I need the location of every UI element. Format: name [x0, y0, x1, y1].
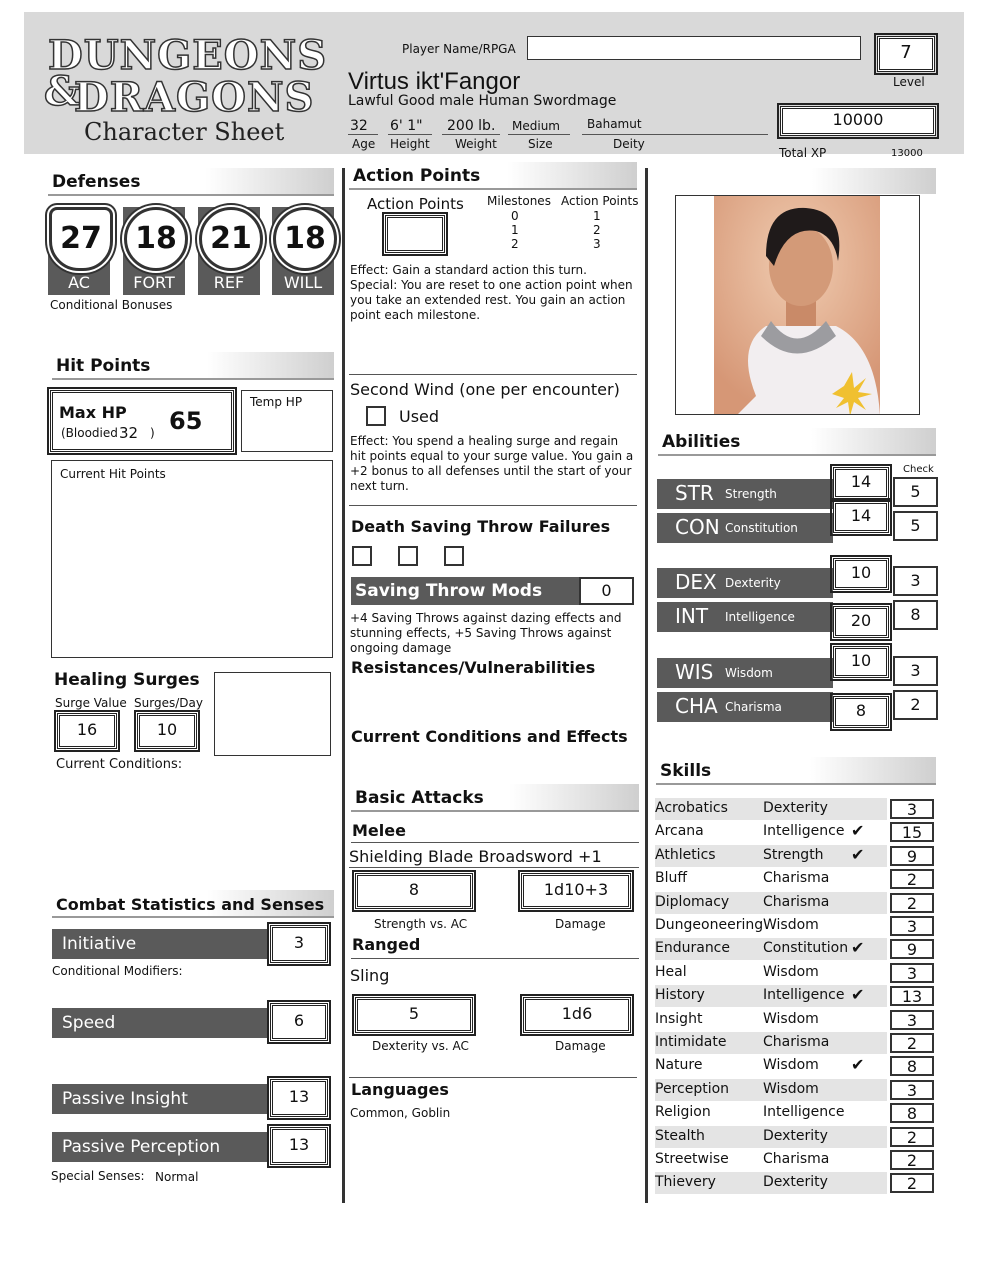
- height-value: 6' 1": [390, 118, 423, 134]
- milestone-value: 1: [511, 223, 519, 237]
- ability-score: 10: [850, 651, 872, 670]
- skill-value[interactable]: 8: [890, 1056, 934, 1076]
- current-conditions-title: Current Conditions and Effects: [351, 727, 628, 746]
- skill-row-dungeoneering: [655, 915, 887, 937]
- ability-check-box[interactable]: [893, 600, 938, 630]
- skill-name: Bluff: [655, 870, 688, 887]
- defenses-header: [48, 168, 334, 196]
- skill-value[interactable]: 9: [890, 846, 934, 866]
- skill-name: Thievery: [655, 1174, 716, 1191]
- weight-label: Weight: [455, 137, 497, 151]
- skill-ability: Constitution: [763, 940, 849, 957]
- skill-name: Heal: [655, 963, 687, 980]
- initiative-value: 3: [293, 933, 305, 952]
- action-points-title: Action Points: [353, 166, 481, 186]
- age-label: Age: [352, 137, 376, 151]
- skill-value[interactable]: 2: [890, 893, 934, 913]
- resistances-title: Resistances/Vulnerabilities: [351, 658, 596, 677]
- bloodied-close: ): [150, 426, 155, 440]
- ability-check-box[interactable]: [893, 477, 938, 507]
- combat-stats-header: [52, 890, 334, 918]
- passive-insight-label: Passive Insight: [62, 1089, 188, 1109]
- hit-points-title: Hit Points: [56, 356, 151, 376]
- skill-ability: Charisma: [763, 870, 830, 887]
- xp-box[interactable]: [780, 106, 936, 136]
- player-name-field[interactable]: [527, 36, 861, 60]
- second-wind-effect: Effect: You spend a healing surge and regain hit points equal to your surge value. You gain a +2 bonus to all defenses until the start of your next turn.: [350, 434, 634, 493]
- skill-row-arcana: [655, 821, 887, 843]
- melee-damage-value: 1d10+3: [543, 880, 609, 899]
- surge-value-label: Surge Value: [55, 696, 127, 710]
- special-senses-value: Normal: [155, 1170, 199, 1184]
- skill-row-bluff: [655, 868, 887, 890]
- defense-label: AC: [68, 273, 90, 292]
- ranged-attack-label: Dexterity vs. AC: [372, 1039, 469, 1053]
- deity-value: Bahamut: [587, 117, 642, 131]
- skill-ability: Intelligence: [763, 987, 845, 1004]
- skill-row-endurance: [655, 938, 887, 960]
- trained-check-icon[interactable]: ✔: [851, 821, 865, 841]
- weight-value: 200 lb.: [447, 118, 496, 134]
- skill-ability: Wisdom: [763, 917, 819, 933]
- ability-score-box[interactable]: [833, 558, 889, 590]
- ranged-weapon: Sling: [350, 966, 390, 985]
- deity-label: Deity: [613, 137, 645, 151]
- ability-con: [657, 513, 833, 543]
- defense-value[interactable]: 18: [124, 207, 188, 271]
- skill-ability: Wisdom: [763, 1057, 819, 1074]
- skill-name: History: [655, 987, 705, 1004]
- speed-bar: [52, 1008, 268, 1038]
- passive-insight-bar: [52, 1084, 268, 1114]
- saving-throw-note: +4 Saving Throws against dazing effects and stunning effects, +5 Saving Throws against ongoing damage: [350, 611, 622, 655]
- ability-abbr: WIS: [675, 660, 714, 684]
- dnd-logo: [44, 30, 328, 150]
- defenses-title: Defenses: [52, 172, 141, 192]
- skill-row-intimidate: [655, 1032, 887, 1054]
- healing-surges-title: Healing Surges: [54, 670, 200, 690]
- milestones-label: Milestones: [487, 194, 551, 208]
- current-hp-box[interactable]: [51, 460, 333, 658]
- surges-day-label: Surges/Day: [134, 696, 203, 710]
- trained-check-icon[interactable]: ✔: [851, 938, 865, 958]
- ability-check-box[interactable]: [893, 566, 938, 596]
- languages-list: Common, Goblin: [350, 1106, 451, 1120]
- abilities-header: [658, 428, 936, 456]
- size-value: Medium: [512, 119, 560, 133]
- ability-score-box[interactable]: [833, 646, 889, 678]
- melee-title: Melee: [352, 821, 406, 840]
- skill-ability: Wisdom: [763, 963, 819, 980]
- skill-value[interactable]: 3: [890, 799, 934, 819]
- character-portrait: [675, 195, 920, 415]
- skill-name: Streetwise: [655, 1151, 729, 1167]
- defense-label: FORT: [133, 273, 175, 292]
- character-description: Lawful Good male Human Swordmage: [348, 93, 617, 109]
- check-label: Check: [903, 464, 934, 475]
- milestone-value: 2: [511, 237, 519, 251]
- skill-name: Endurance: [655, 940, 730, 957]
- surges-used-box[interactable]: [214, 672, 331, 756]
- skill-name: Nature: [655, 1057, 703, 1074]
- action-points-box-label: Action Points: [367, 195, 464, 213]
- bloodied-label: (Bloodied: [61, 426, 118, 440]
- skill-value[interactable]: 2: [890, 1033, 934, 1053]
- ap-value: 2: [593, 223, 601, 237]
- max-hp-value: 65: [169, 407, 203, 435]
- ap-column-label: Action Points: [561, 194, 639, 208]
- ability-cha: [657, 692, 833, 722]
- basic-attacks-title: Basic Attacks: [355, 788, 484, 808]
- defense-value[interactable]: 27: [49, 207, 113, 271]
- defense-value[interactable]: 21: [199, 207, 263, 271]
- defense-will: [272, 207, 334, 295]
- initiative-bar: [52, 929, 268, 959]
- ability-int: [657, 602, 833, 632]
- skill-row-religion: [655, 1102, 887, 1124]
- second-wind-used-label: Used: [399, 407, 440, 426]
- ability-score: 14: [850, 472, 872, 491]
- skill-name: Arcana: [655, 823, 704, 840]
- skill-name: Perception: [655, 1080, 730, 1097]
- ap-value: 3: [593, 237, 601, 251]
- ability-check: 5: [910, 482, 921, 501]
- ability-abbr: DEX: [675, 570, 717, 594]
- column-divider-right: [645, 168, 648, 1203]
- ability-name: Dexterity: [725, 576, 781, 590]
- ability-check-box[interactable]: [893, 656, 938, 686]
- skill-ability: Wisdom: [763, 1080, 819, 1097]
- size-label: Size: [528, 137, 553, 151]
- conditional-modifiers-label: Conditional Modifiers:: [52, 964, 183, 978]
- ability-check-box[interactable]: [893, 511, 938, 541]
- portrait-header: [660, 168, 936, 194]
- surge-value-box[interactable]: [57, 713, 117, 749]
- height-label: Height: [390, 137, 430, 151]
- level-value: 7: [900, 42, 912, 63]
- skill-name: Religion: [655, 1104, 711, 1121]
- skill-ability: Strength: [763, 846, 824, 863]
- skill-value[interactable]: 2: [890, 1150, 934, 1170]
- second-wind-used-checkbox[interactable]: [366, 406, 386, 426]
- hit-points-header: [52, 352, 334, 380]
- ability-name: Charisma: [725, 700, 782, 714]
- milestone-value: 0: [511, 209, 519, 223]
- skills-title: Skills: [660, 761, 712, 781]
- skill-row-perception: [655, 1079, 887, 1101]
- death-save-checkbox[interactable]: [398, 546, 418, 566]
- speed-value: 6: [293, 1011, 305, 1030]
- initiative-box[interactable]: [270, 925, 328, 963]
- portrait-illustration: [676, 196, 920, 415]
- skill-ability: Intelligence: [763, 823, 845, 840]
- skill-row-stealth: [655, 1126, 887, 1148]
- ability-abbr: STR: [675, 481, 714, 505]
- skill-value[interactable]: 2: [890, 1127, 934, 1147]
- skill-row-heal: [655, 962, 887, 984]
- skills-header: [656, 757, 936, 785]
- player-label: Player Name/RPGA: [402, 42, 516, 56]
- age-value: 32: [350, 118, 368, 134]
- logo-line1: DUNGEONS: [48, 32, 328, 79]
- ability-name: Strength: [725, 487, 777, 501]
- ability-check: 3: [910, 571, 921, 590]
- skill-value[interactable]: 9: [890, 939, 934, 959]
- ability-abbr: CON: [675, 515, 720, 539]
- ranged-attack-box[interactable]: [355, 997, 473, 1033]
- ability-check: 8: [910, 605, 921, 624]
- bloodied-value: 32: [119, 424, 139, 442]
- ability-score: 14: [850, 506, 872, 525]
- skill-ability: Intelligence: [763, 1104, 845, 1121]
- basic-attacks-header: [351, 784, 639, 812]
- ability-check: 5: [910, 516, 921, 535]
- ranged-damage-label: Damage: [555, 1039, 606, 1053]
- skill-value[interactable]: 13: [890, 986, 934, 1006]
- column-divider-left: [342, 168, 345, 1203]
- skill-row-streetwise: [655, 1149, 887, 1171]
- ability-check: 3: [910, 661, 921, 680]
- skill-row-acrobatics: [655, 798, 887, 820]
- conditional-bonuses-label: Conditional Bonuses: [50, 298, 173, 312]
- skill-name: Intimidate: [655, 1034, 727, 1050]
- defense-label: WILL: [283, 273, 323, 292]
- skill-row-insight: [655, 1009, 887, 1031]
- skill-value[interactable]: 3: [890, 963, 934, 983]
- surge-value: 16: [76, 720, 98, 739]
- level-box[interactable]: [877, 36, 935, 72]
- defense-ac: [48, 207, 110, 295]
- skill-value[interactable]: 2: [890, 869, 934, 889]
- skill-row-thievery: [655, 1172, 887, 1194]
- surges-day-value: 10: [156, 720, 178, 739]
- skill-ability: Charisma: [763, 1151, 830, 1167]
- melee-attack-value: 8: [408, 880, 420, 899]
- skill-value[interactable]: 3: [890, 916, 934, 936]
- xp-value: 10000: [832, 110, 884, 129]
- skill-value[interactable]: 8: [890, 1103, 934, 1123]
- ability-dex: [657, 568, 833, 598]
- action-points-effect: Effect: Gain a standard action this turn.: [350, 263, 587, 277]
- speed-box[interactable]: [270, 1003, 328, 1041]
- defense-label: REF: [213, 273, 245, 292]
- defense-value[interactable]: 18: [273, 207, 337, 271]
- passive-perception-value: 13: [288, 1135, 310, 1154]
- saving-throw-mods-label: Saving Throw Mods: [355, 581, 543, 601]
- character-name: Virtus ikt'Fangor: [348, 68, 521, 95]
- ability-name: Wisdom: [725, 666, 773, 680]
- skill-value[interactable]: 15: [890, 822, 934, 842]
- speed-label: Speed: [62, 1013, 116, 1033]
- skill-ability: Dexterity: [763, 800, 828, 816]
- xp-label: Total XP: [779, 146, 827, 160]
- skill-value[interactable]: 2: [890, 1173, 934, 1193]
- combat-stats-title: Combat Statistics and Senses: [56, 895, 325, 914]
- ability-name: Intelligence: [725, 610, 795, 624]
- action-points-box[interactable]: [385, 215, 445, 253]
- initiative-label: Initiative: [62, 934, 137, 954]
- ranged-damage-value: 1d6: [561, 1004, 593, 1023]
- ability-abbr: CHA: [675, 694, 718, 718]
- death-saves-title: Death Saving Throw Failures: [351, 517, 611, 536]
- level-label: Level: [893, 75, 925, 89]
- ranged-damage-box[interactable]: [523, 997, 631, 1033]
- trained-check-icon[interactable]: ✔: [851, 1055, 865, 1075]
- skill-row-diplomacy: [655, 892, 887, 914]
- action-points-header: [349, 162, 637, 190]
- ability-score: 8: [855, 701, 867, 720]
- second-wind-title: Second Wind (one per encounter): [350, 380, 620, 399]
- melee-attack-label: Strength vs. AC: [374, 917, 468, 931]
- skill-ability: Charisma: [763, 893, 830, 910]
- death-save-checkbox[interactable]: [352, 546, 372, 566]
- ability-abbr: INT: [675, 604, 709, 628]
- skill-name: Stealth: [655, 1127, 705, 1144]
- melee-damage-label: Damage: [555, 917, 606, 931]
- skill-name: Dungeoneering: [655, 917, 764, 933]
- logo-ampersand: &: [44, 68, 82, 115]
- ability-wis: [657, 658, 833, 688]
- melee-weapon: Shielding Blade Broadsword +1: [349, 847, 602, 866]
- skill-name: Acrobatics: [655, 800, 728, 816]
- ability-score: 10: [850, 563, 872, 582]
- death-save-checkbox[interactable]: [444, 546, 464, 566]
- logo-subtitle: Character Sheet: [84, 118, 285, 146]
- ability-str: [657, 479, 833, 509]
- action-points-special: Special: You are reset to one action point when you take an extended rest. You gain an action point each milestone.: [350, 278, 633, 322]
- passive-perception-label: Passive Perception: [62, 1137, 221, 1157]
- ability-score-box[interactable]: [833, 467, 889, 499]
- max-hp-box[interactable]: [50, 390, 234, 452]
- skill-name: Insight: [655, 1010, 703, 1027]
- ability-score-box[interactable]: [833, 606, 889, 638]
- melee-damage-box[interactable]: [521, 873, 631, 909]
- saving-throw-mods-bar: [351, 577, 579, 605]
- skill-name: Athletics: [655, 846, 716, 863]
- ap-value: 1: [593, 209, 601, 223]
- ability-score: 20: [850, 611, 872, 630]
- current-conditions-label: Current Conditions:: [56, 757, 183, 772]
- skill-ability: Dexterity: [763, 1127, 828, 1144]
- defense-fort: [123, 207, 185, 295]
- temp-hp-box[interactable]: [241, 390, 333, 452]
- abilities-title: Abilities: [662, 432, 741, 452]
- skill-ability: Wisdom: [763, 1010, 819, 1027]
- skill-name: Diplomacy: [655, 893, 730, 910]
- melee-attack-box[interactable]: [355, 873, 473, 909]
- ability-score-box[interactable]: [833, 696, 889, 728]
- skill-value[interactable]: 3: [890, 1010, 934, 1030]
- defense-ref: [198, 207, 260, 295]
- ability-score-box[interactable]: [833, 501, 889, 533]
- passive-perception-box[interactable]: [270, 1127, 328, 1165]
- skill-value[interactable]: 3: [890, 1080, 934, 1100]
- ranged-attack-value: 5: [408, 1004, 420, 1023]
- saving-throw-mods-box[interactable]: [579, 577, 634, 605]
- surges-day-box[interactable]: [137, 713, 197, 749]
- passive-insight-box[interactable]: [270, 1079, 328, 1117]
- skill-row-athletics: [655, 845, 887, 867]
- special-senses-label: Special Senses:: [51, 1169, 145, 1183]
- languages-title: Languages: [351, 1080, 449, 1099]
- logo-line2: DRAGONS: [74, 74, 315, 121]
- skill-row-nature: [655, 1055, 887, 1077]
- skill-ability: Charisma: [763, 1034, 830, 1050]
- skill-row-history: [655, 985, 887, 1007]
- current-hp-label: Current Hit Points: [60, 467, 166, 481]
- passive-insight-value: 13: [288, 1087, 310, 1106]
- xp-next: 13000: [891, 148, 923, 159]
- ability-check-box[interactable]: [893, 690, 938, 720]
- ability-name: Constitution: [725, 521, 798, 535]
- ability-check: 2: [910, 695, 921, 714]
- max-hp-label: Max HP: [59, 403, 127, 422]
- saving-throw-mods-value: 0: [601, 581, 612, 600]
- ranged-title: Ranged: [352, 935, 421, 954]
- temp-hp-label: Temp HP: [250, 395, 303, 409]
- skill-ability: Dexterity: [763, 1174, 828, 1191]
- trained-check-icon[interactable]: ✔: [851, 985, 865, 1005]
- trained-check-icon[interactable]: ✔: [851, 844, 865, 864]
- passive-perception-bar: [52, 1132, 268, 1162]
